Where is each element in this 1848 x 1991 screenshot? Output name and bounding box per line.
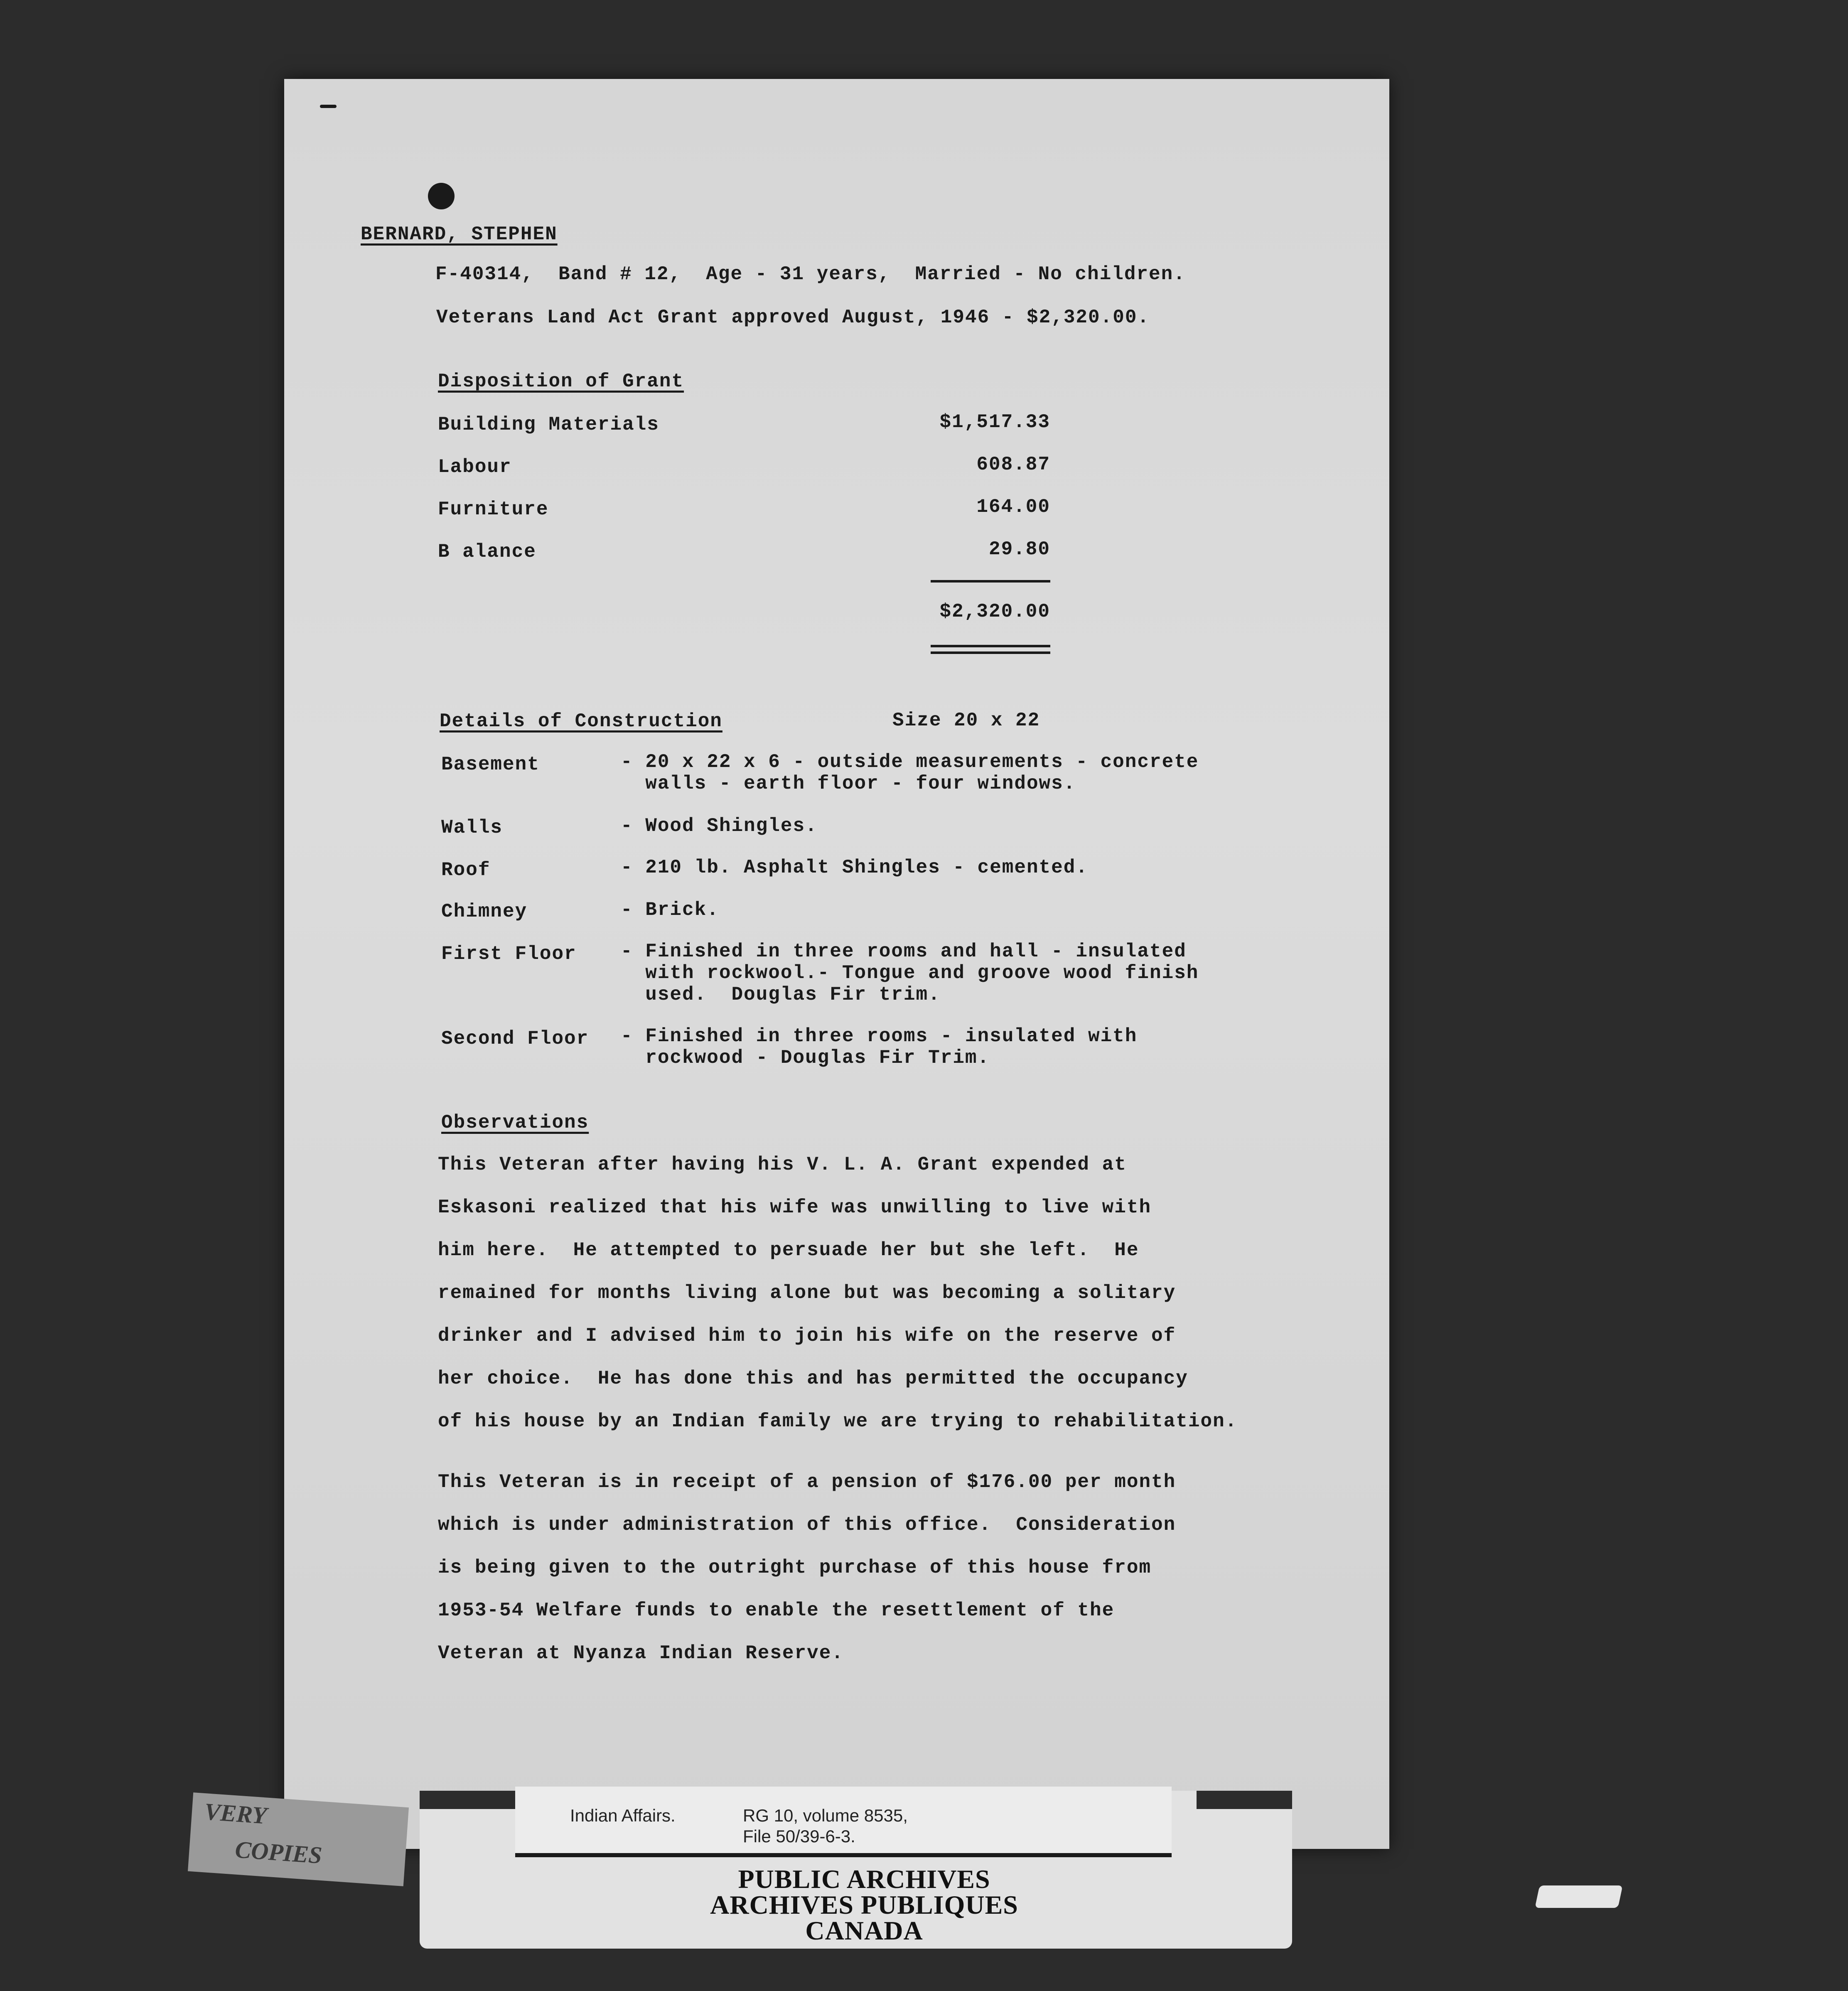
construction-detail: - 210 lb. Asphalt Shingles - cemented. [621,857,1088,878]
observations-heading: Observations [441,1112,589,1133]
disposition-label: B alance [438,541,536,563]
disposition-amount: 608.87 [976,454,1050,475]
disposition-label: Furniture [438,499,549,520]
subject-name: BERNARD, STEPHEN [361,224,558,245]
archive-reference-box [515,1787,1172,1857]
construction-label: First Floor [441,943,577,965]
tab-notch-right [1197,1791,1292,1809]
reference-line: RG 10, volume 8535, [743,1806,908,1825]
reference-line: File 50/39-6-3. [743,1826,855,1846]
disposition-label: Building Materials [438,414,659,435]
disposition-heading: Disposition of Grant [438,371,684,392]
construction-label: Roof [441,859,491,881]
disposition-amount: 29.80 [988,538,1050,560]
stamp-line: VERY [203,1798,268,1829]
archives-line: PUBLIC ARCHIVES [738,1864,990,1894]
disposition-label: Labour [438,456,512,478]
copies-stamp [188,1792,409,1886]
construction-detail: - 20 x 22 x 6 - outside measurements - concrete walls - earth floor - four windows. [621,751,1199,794]
stamp-line: COPIES [234,1836,323,1869]
construction-label: Basement [441,754,540,775]
construction-detail: - Finished in three rooms and hall - insulated with rockwool.- Tongue and groove wood finish used. Douglas Fir trim. [621,941,1199,1005]
disposition-amount: 164.00 [976,496,1050,518]
construction-detail: - Finished in three rooms - insulated with rockwood - Douglas Fir Trim. [621,1025,1138,1069]
subtotal-rule [931,580,1050,583]
observations-paragraph: This Veteran after having his V. L. A. Grant expended at Eskasoni realized that his wife was unwilling to live with him here. He attempted to persuade her but she left. He remained for months living alone but was becoming a solitary drinker and I advised him to join his wife on the reserve of her choice. He has done this and has permitted the occupancy of his house by an Indian family we are trying to rehabilitation. [438,1154,1238,1432]
construction-label: Chimney [441,901,528,922]
disposition-total: $2,320.00 [939,601,1050,622]
subject-info-line: F-40314, Band # 12, Age - 31 years, Married - No children. [435,263,1186,285]
archives-line: ARCHIVES PUBLIQUES [710,1890,1018,1920]
observations-paragraph: This Veteran is in receipt of a pension of $176.00 per month which is under administration of this office. Consideration is being given to the outright purchase of this house from 1953-54 Welfare funds to enable the resettlement of the Veteran at Nyanza Indian Reserve. [438,1471,1176,1664]
film-frame-mark [1535,1885,1622,1908]
construction-detail: - Wood Shingles. [621,815,818,837]
construction-label: Second Floor [441,1028,589,1050]
grant-approval-line: Veterans Land Act Grant approved August, 1946 - $2,320.00. [436,307,1150,328]
total-double-rule [931,651,1050,654]
archives-line: CANADA [805,1916,923,1945]
construction-detail: - Brick. [621,899,719,921]
construction-size: Size 20 x 22 [892,710,1040,731]
construction-heading: Details of Construction [440,710,722,732]
total-double-rule [931,645,1050,647]
ink-speck [320,105,337,108]
tab-notch-left [420,1791,515,1809]
ink-blot [428,183,455,209]
construction-label: Walls [441,817,503,838]
department-label: Indian Affairs. [570,1806,676,1825]
disposition-amount: $1,517.33 [939,411,1050,433]
